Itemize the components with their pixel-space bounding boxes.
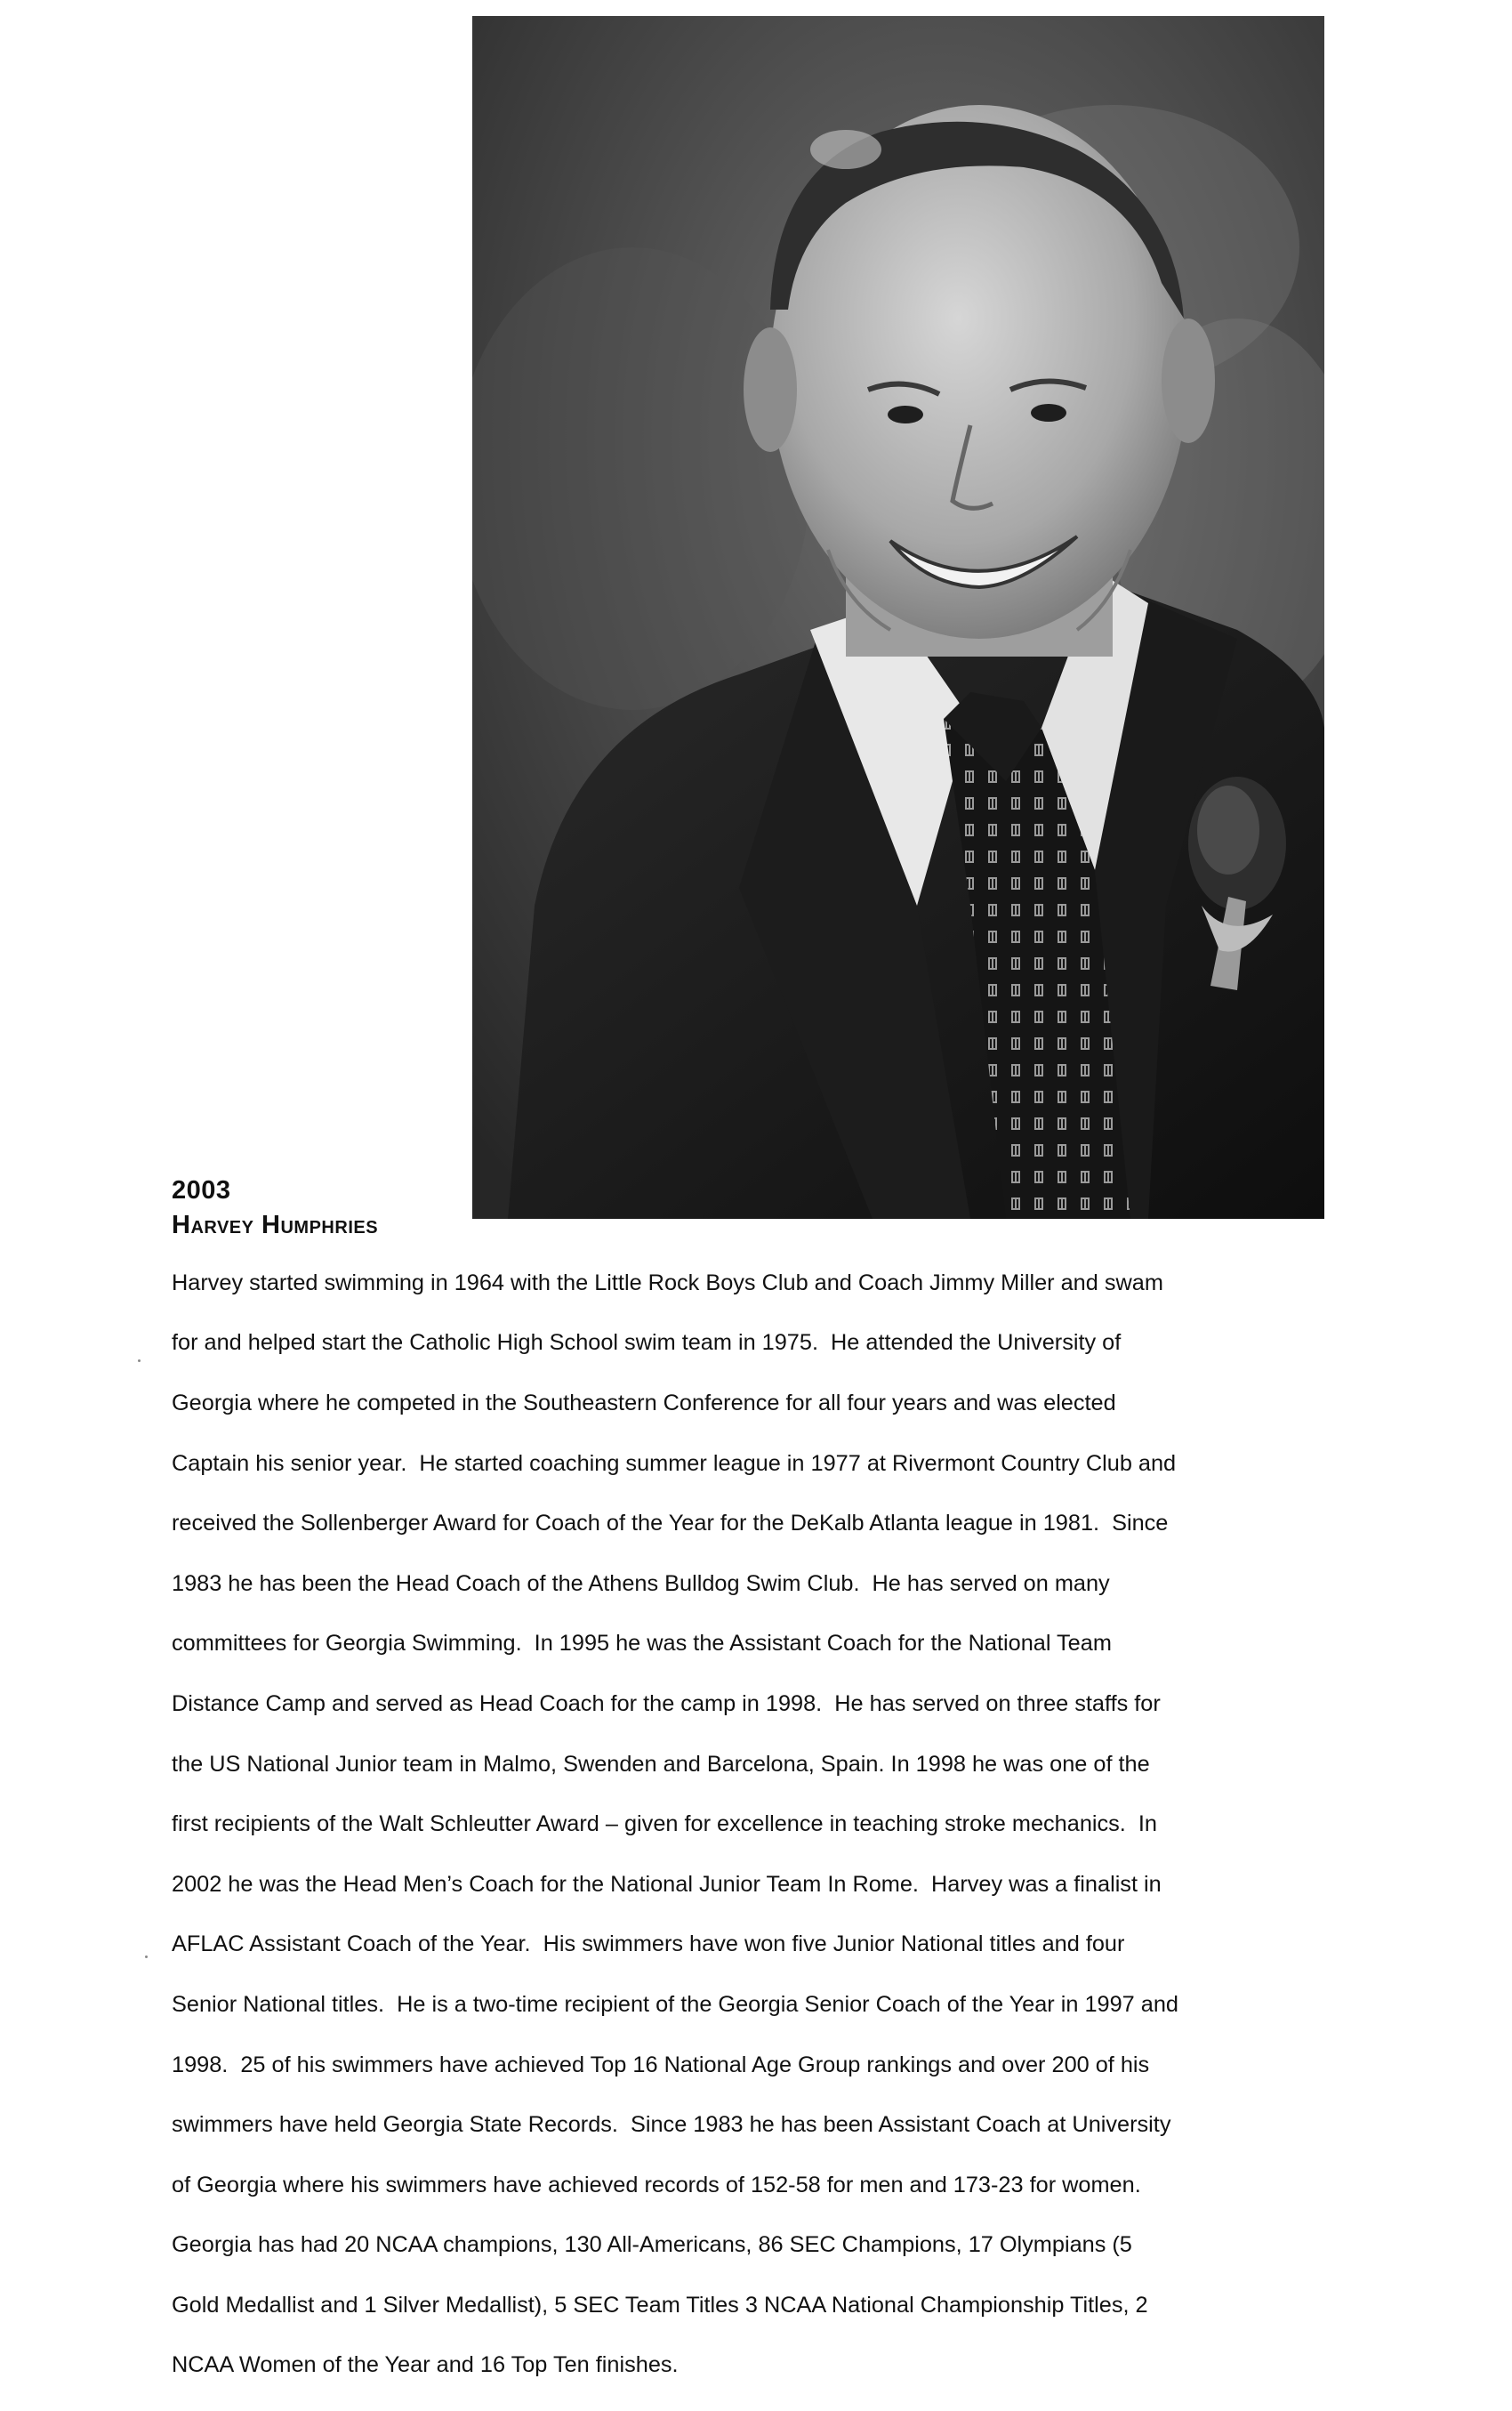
bio-line: swimmers have held Georgia State Records. Since 1983 he has been Assistant Coach at University	[172, 2112, 1171, 2138]
bio-line: received the Sollenberger Award for Coach of the Year for the DeKalb Atlanta league in 1981. Since	[172, 1511, 1169, 1536]
bio-line: for and helped start the Catholic High School swim team in 1975. He attended the University of	[172, 1330, 1122, 1356]
bio-line: Captain his senior year. He started coaching summer league in 1977 at Rivermont Country Club and	[172, 1450, 1177, 1476]
bio-line: 1998. 25 of his swimmers have achieved Top 16 National Age Group rankings and over 200 of his	[172, 2052, 1150, 2077]
inductee-name: Harvey Humphries	[172, 1211, 379, 1239]
biography-paragraph	[172, 1238, 1319, 2411]
bio-line: AFLAC Assistant Coach of the Year. His swimmers have won five Junior National titles and four	[172, 1931, 1125, 1957]
bio-line: the US National Junior team in Malmo, Swenden and Barcelona, Spain. In 1998 he was one of the	[172, 1751, 1150, 1777]
bio-line: NCAA Women of the Year and 16 Top Ten finishes.	[172, 2352, 679, 2378]
bio-line: Distance Camp and served as Head Coach for the camp in 1998. He has served on three staffs for	[172, 1690, 1161, 1716]
bio-line: Senior National titles. He is a two-time recipient of the Georgia Senior Coach of the Year in 1997 and	[172, 1991, 1178, 2017]
bio-line: of Georgia where his swimmers have achieved records of 152-58 for men and 173-23 for women.	[172, 2172, 1141, 2197]
bio-line: 1983 he has been the Head Coach of the Athens Bulldog Swim Club. He has served on many	[172, 1570, 1110, 1596]
bio-line: committees for Georgia Swimming. In 1995 he was the Assistant Coach for the National Team	[172, 1631, 1112, 1657]
bio-line: Georgia where he competed in the Southeastern Conference for all four years and was elected	[172, 1390, 1116, 1415]
bio-line: first recipients of the Walt Schleutter Award – given for excellence in teaching stroke mechanics. In	[172, 1811, 1157, 1837]
induction-year: 2003	[172, 1176, 231, 1205]
bio-line: Harvey started swimming in 1964 with the Little Rock Boys Club and Coach Jimmy Miller and swam	[172, 1270, 1163, 1295]
portrait-illustration	[472, 16, 1324, 1219]
bio-line: Gold Medallist and 1 Silver Medallist), 5 SEC Team Titles 3 NCAA National Championship Titles, 2	[172, 2292, 1148, 2318]
scan-speck	[145, 1955, 148, 1958]
portrait-photo	[472, 16, 1324, 1219]
scan-speck	[138, 1359, 141, 1362]
bio-line: 2002 he was the Head Men’s Coach for the National Junior Team In Rome. Harvey was a finalist in	[172, 1871, 1162, 1897]
bio-line: Georgia has had 20 NCAA champions, 130 All-Americans, 86 SEC Champions, 17 Olympians (5	[172, 2232, 1132, 2258]
